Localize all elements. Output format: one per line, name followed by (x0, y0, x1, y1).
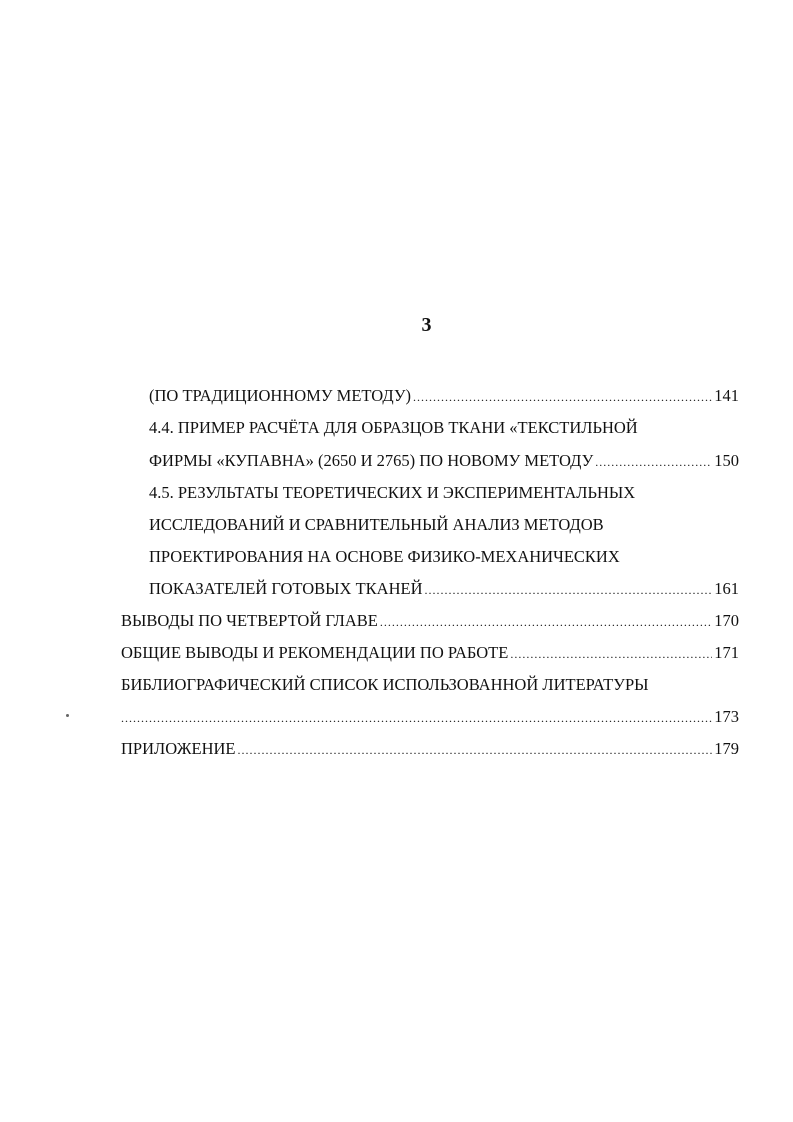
toc-entry (149, 545, 739, 569)
dot-leader (425, 578, 713, 602)
toc-entry (149, 384, 739, 408)
scan-speck (66, 714, 69, 717)
toc-entry-text: 4.5. РЕЗУЛЬТАТЫ ТЕОРЕТИЧЕСКИХ И ЭКСПЕРИМЕНТАЛЬНЫХ (149, 483, 636, 502)
toc-entry-page: 141 (714, 386, 739, 405)
toc-entry-page: 161 (714, 579, 739, 598)
toc-entry-text: ПРОЕКТИРОВАНИЯ НА ОСНОВЕ ФИЗИКО-МЕХАНИЧЕСКИХ (149, 547, 620, 566)
toc-entry-text: ИССЛЕДОВАНИЙ И СРАВНИТЕЛЬНЫЙ АНАЛИЗ МЕТОДОВ (149, 515, 604, 534)
toc-entry-page: 170 (714, 611, 739, 630)
toc-entry (121, 737, 739, 761)
toc-entry-text: ОБЩИЕ ВЫВОДЫ И РЕКОМЕНДАЦИИ ПО РАБОТЕ (121, 643, 509, 662)
toc-entry (121, 641, 739, 665)
dot-leader (413, 385, 712, 409)
dot-leader (510, 642, 712, 666)
toc-entry (149, 481, 739, 505)
toc-entry-page: 150 (714, 451, 739, 470)
toc-entry (121, 609, 739, 633)
toc-entry (121, 673, 739, 697)
toc-entry-page: 171 (714, 643, 739, 662)
toc-entry (149, 513, 739, 537)
dot-leader (237, 738, 712, 762)
dot-leader (595, 450, 712, 474)
toc-entry-text: ПОКАЗАТЕЛЕЙ ГОТОВЫХ ТКАНЕЙ (149, 579, 423, 598)
page-number: 3 (421, 314, 432, 336)
toc-entry-page: 179 (714, 739, 739, 758)
toc-entry-text: 4.4. ПРИМЕР РАСЧЁТА ДЛЯ ОБРАЗЦОВ ТКАНИ «ТЕКСТИЛЬНОЙ (149, 418, 638, 437)
toc-entry (149, 577, 739, 601)
toc-entry (149, 416, 739, 440)
toc-entry-text: БИБЛИОГРАФИЧЕСКИЙ СПИСОК ИСПОЛЬЗОВАННОЙ ЛИТЕРАТУРЫ (121, 675, 649, 694)
toc-entry-text: ПРИЛОЖЕНИЕ (121, 739, 236, 758)
toc-entry-page: 173 (714, 707, 739, 726)
toc-entry-text: ФИРМЫ «КУПАВНА» (2650 И 2765) ПО НОВОМУ МЕТОДУ (149, 451, 594, 470)
toc-entry (149, 449, 739, 473)
toc-entry-text: (ПО ТРАДИЦИОННОМУ МЕТОДУ) (149, 386, 411, 405)
dot-leader (121, 706, 712, 730)
toc-entry (121, 705, 739, 729)
toc-entry-text: ВЫВОДЫ ПО ЧЕТВЕРТОЙ ГЛАВЕ (121, 611, 378, 630)
dot-leader (380, 610, 712, 634)
